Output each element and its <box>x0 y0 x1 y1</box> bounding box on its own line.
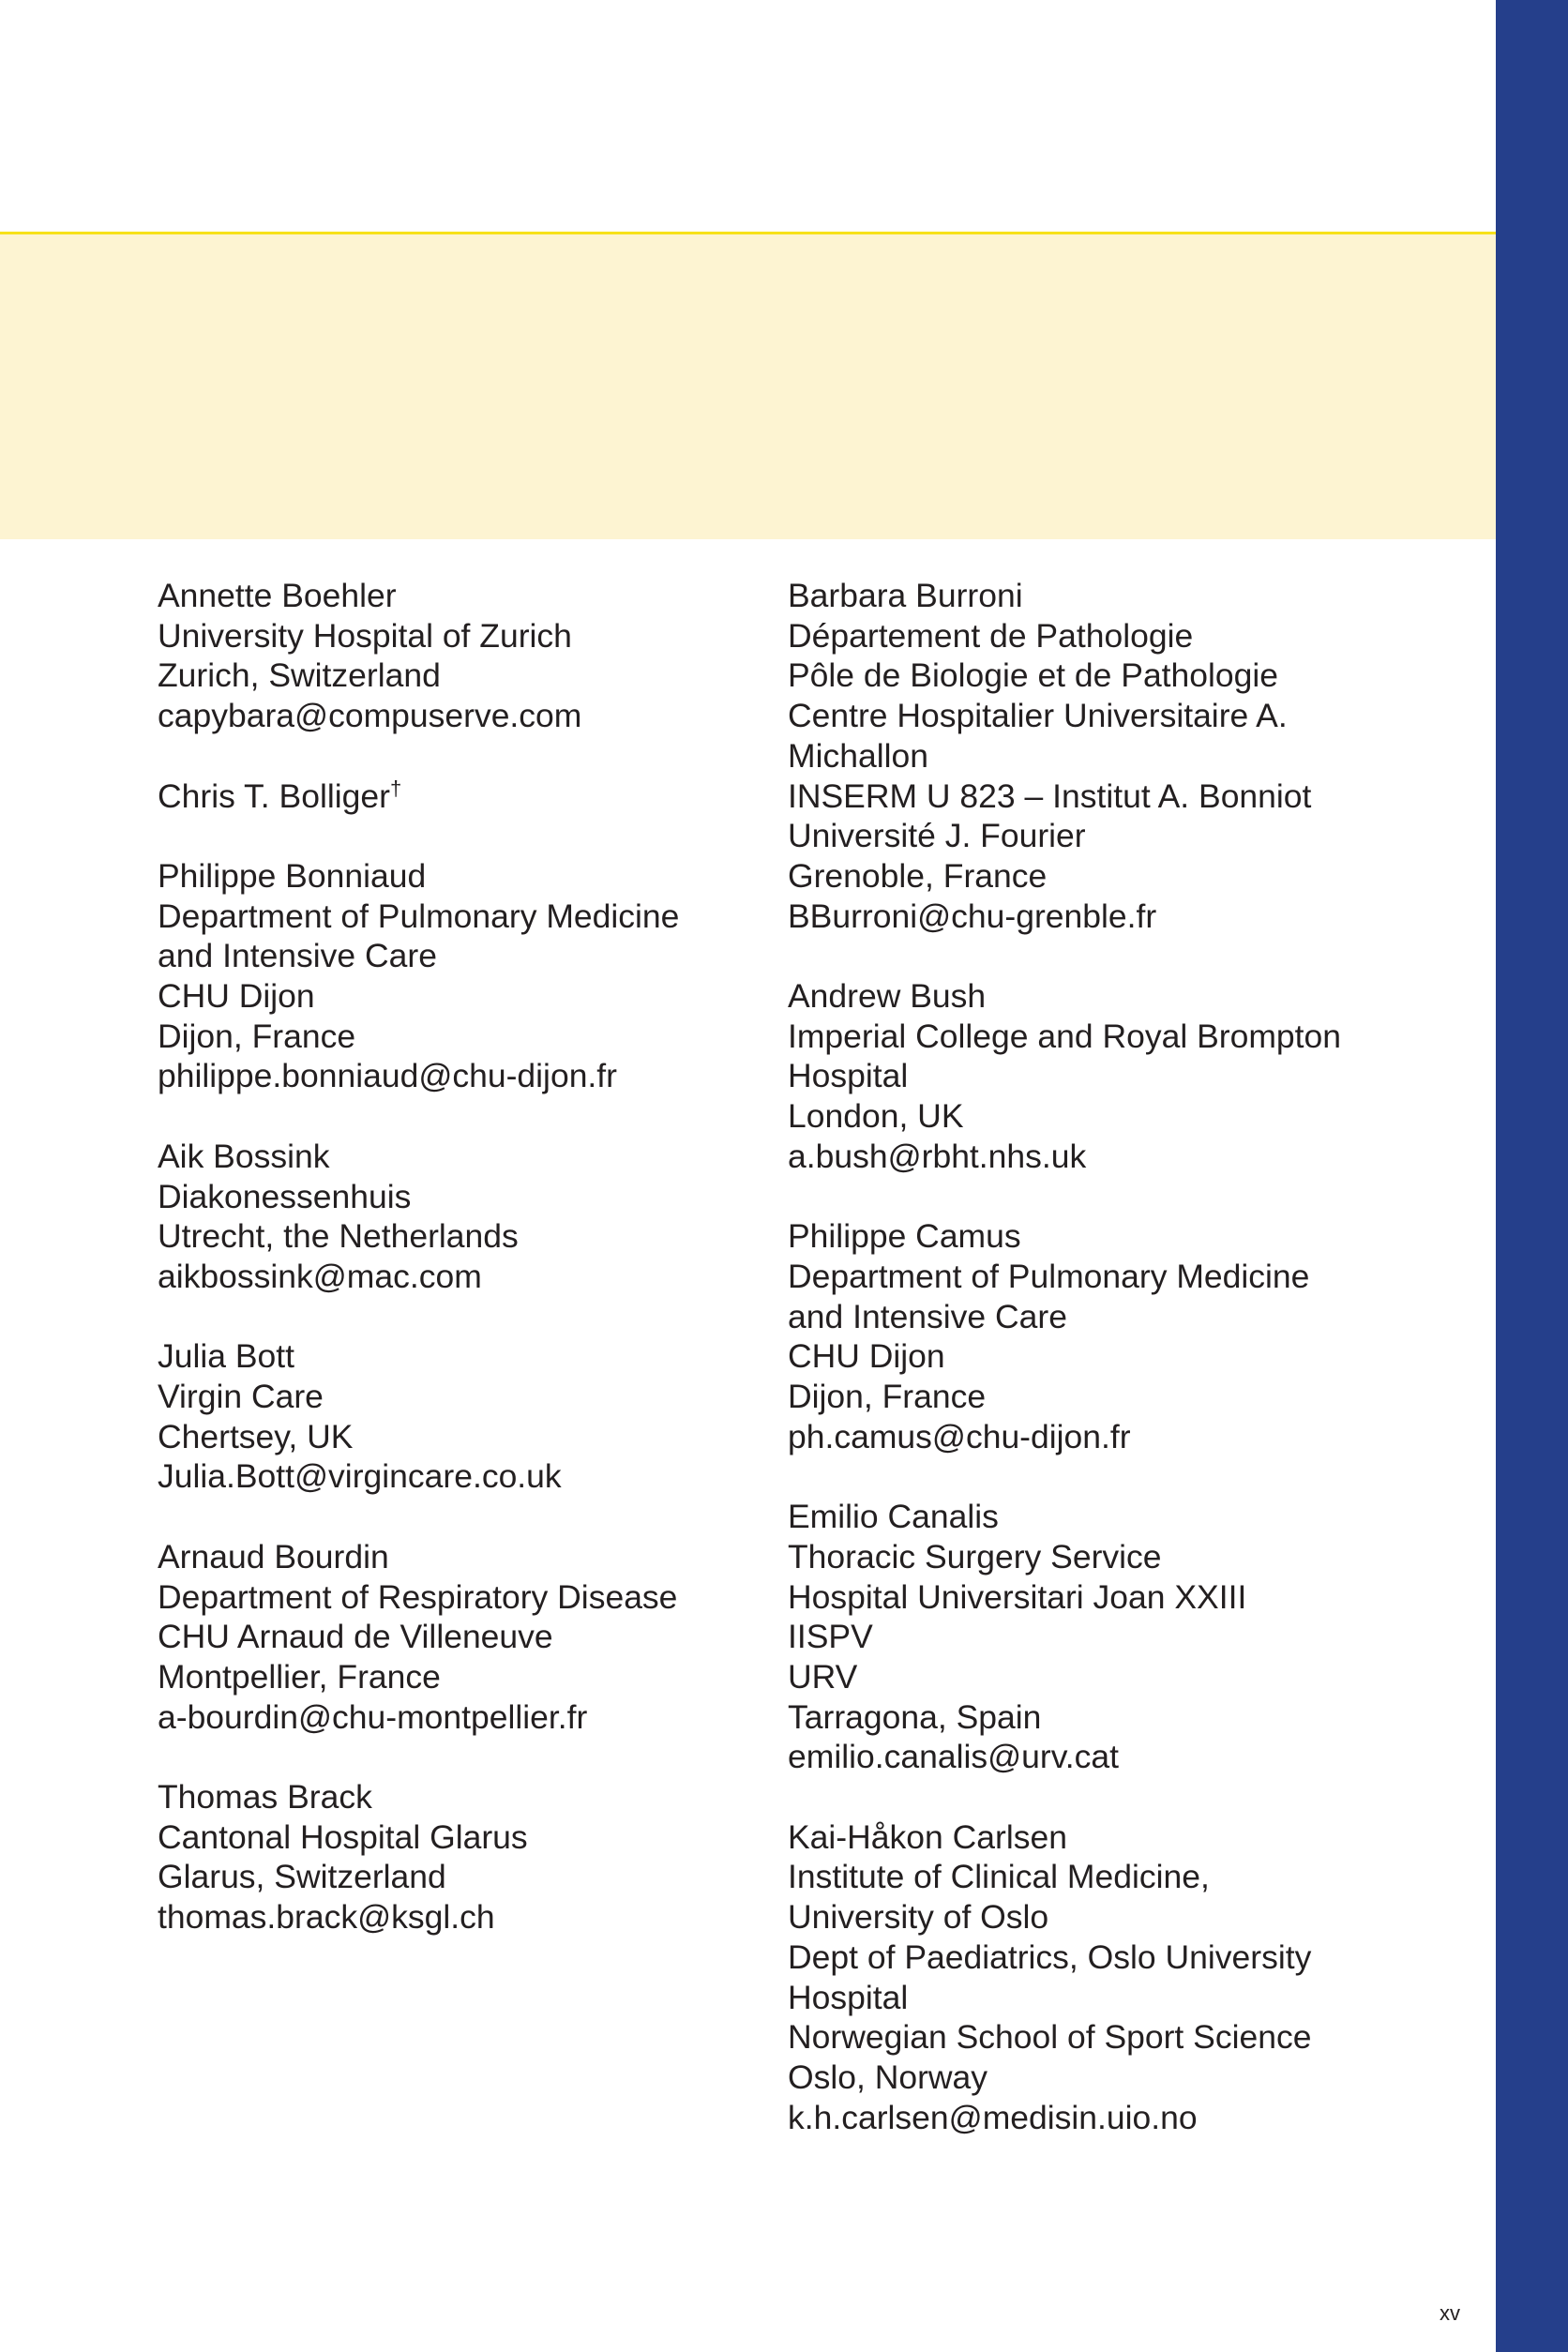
contributor-name-text: Julia Bott <box>158 1337 295 1376</box>
contributor-affiliation-line: Hospital <box>788 1978 909 2016</box>
contributor-affiliation-line: CHU Arnaud de Villeneuve <box>158 1618 553 1656</box>
contributor-affiliation-line: Department of Pulmonary Medicine <box>788 1257 1310 1295</box>
contributor-name <box>788 1817 1463 1858</box>
contributor-name <box>158 856 758 897</box>
contributor-affiliation-line: University Hospital of Zurich <box>158 616 572 655</box>
contributor-name-text: Annette Boehler <box>158 577 397 614</box>
contributor-affiliation-line: Université J. Fourier <box>788 817 1086 855</box>
contributor-email: emilio.canalis@urv.cat <box>788 1738 1120 1776</box>
contributor-affiliation-line: CHU Dijon <box>788 1337 945 1376</box>
contributor-affiliation-line: University of Oslo <box>788 1898 1049 1937</box>
contributor-affiliation-line: and Intensive Care <box>158 937 437 975</box>
contributor-affiliation-line: Zurich, Switzerland <box>158 656 441 695</box>
contributor-entry <box>158 1137 758 1297</box>
contributor-affiliation-line: Imperial College and Royal Brompton <box>788 1017 1341 1055</box>
contributor-name-text: Chris T. Bolliger <box>158 776 390 815</box>
contributor-email: a-bourdin@chu-montpellier.fr <box>158 1697 588 1736</box>
contributor-affiliation-line: Montpellier, France <box>158 1657 441 1696</box>
contributor-affiliation-line: INSERM U 823 – Institut A. Bonniot <box>788 776 1312 815</box>
contributors-left-column <box>158 576 758 1978</box>
contributor-email: capybara@compuserve.com <box>158 697 582 735</box>
contributor-email: k.h.carlsen@medisin.uio.no <box>788 2098 1198 2136</box>
header-band <box>0 232 1496 539</box>
contributor-name <box>788 1497 1463 1537</box>
contributor-affiliation-line: Thoracic Surgery Service <box>788 1537 1162 1576</box>
contributor-email: BBurroni@chu-grenble.fr <box>788 897 1157 935</box>
contributor-affiliation-line: Hospital Universitari Joan XXIII <box>788 1577 1247 1616</box>
contributor-affiliation-line: Michallon <box>788 736 928 775</box>
contributor-affiliation-line: Centre Hospitalier Universitaire A. <box>788 697 1288 735</box>
contributor-name-text: Arnaud Bourdin <box>158 1537 389 1576</box>
contributor-affiliation-line: Hospital <box>788 1057 909 1095</box>
deceased-mark: † <box>389 776 402 800</box>
contributor-name <box>788 576 1463 616</box>
contributor-affiliation-line: Utrecht, the Netherlands <box>158 1217 519 1256</box>
contributor-affiliation-line: Grenoble, France <box>788 856 1048 895</box>
contributor-email: aikbossink@mac.com <box>158 1257 482 1295</box>
contributor-entry <box>788 1497 1463 1777</box>
contributor-affiliation-line: Dijon, France <box>158 1017 356 1055</box>
contributor-name-text: Emilio Canalis <box>788 1498 999 1536</box>
contributor-name <box>788 1216 1463 1257</box>
contributor-entry <box>158 1336 758 1497</box>
contributor-entry <box>788 1817 1463 2138</box>
contributor-affiliation-line: Institute of Clinical Medicine, <box>788 1858 1210 1896</box>
contributor-name <box>788 976 1463 1017</box>
contributor-name-text: Barbara Burroni <box>788 577 1023 614</box>
contributor-entry <box>158 1537 758 1738</box>
contributor-name-text: Kai-Håkon Carlsen <box>788 1817 1067 1856</box>
contributor-affiliation-line: Département de Pathologie <box>788 616 1194 655</box>
side-color-bar <box>1496 0 1568 2352</box>
contributor-affiliation-line: and Intensive Care <box>788 1297 1067 1335</box>
contributor-name <box>158 1777 758 1817</box>
contributor-affiliation-line: Norwegian School of Sport Science <box>788 2018 1312 2057</box>
contributor-affiliation-line: Dijon, France <box>788 1378 987 1416</box>
contributors-right-column <box>788 576 1463 2178</box>
contributor-affiliation-line: Chertsey, UK <box>158 1417 354 1455</box>
contributor-email: philippe.bonniaud@chu-dijon.fr <box>158 1057 617 1095</box>
contributor-name-text: Aik Bossink <box>158 1137 330 1175</box>
contributor-affiliation-line: Dept of Paediatrics, Oslo University <box>788 1937 1312 1976</box>
contributor-entry <box>158 1777 758 1937</box>
contributor-affiliation-line: Cantonal Hospital Glarus <box>158 1817 528 1856</box>
contributor-affiliation-line: Glarus, Switzerland <box>158 1858 446 1896</box>
contributor-affiliation-line: Diakonessenhuis <box>158 1177 412 1215</box>
contributor-name-text: Philippe Bonniaud <box>158 856 427 895</box>
contributor-name <box>158 1336 758 1377</box>
contributor-email: ph.camus@chu-dijon.fr <box>788 1417 1131 1455</box>
contributor-entry <box>158 576 758 736</box>
contributor-affiliation-line: Oslo, Norway <box>788 2058 988 2096</box>
contributor-affiliation-line: Pôle de Biologie et de Pathologie <box>788 656 1279 695</box>
contributor-affiliation-line: London, UK <box>788 1097 964 1136</box>
contributor-affiliation-line: URV <box>788 1657 858 1696</box>
contributor-affiliation-line: Tarragona, Spain <box>788 1697 1042 1736</box>
contributor-entry <box>788 976 1463 1177</box>
contributor-name-text: Thomas Brack <box>158 1778 372 1816</box>
page-number: xv <box>1440 2301 1460 2325</box>
contributor-affiliation-line: Virgin Care <box>158 1378 324 1415</box>
contributor-affiliation-line: CHU Dijon <box>158 977 315 1015</box>
contributor-affiliation-line: Department of Respiratory Disease <box>158 1577 678 1616</box>
contributor-affiliation-line: IISPV <box>788 1618 873 1656</box>
contributor-entry <box>788 576 1463 936</box>
contributor-email: a.bush@rbht.nhs.uk <box>788 1137 1087 1175</box>
contributor-email: Julia.Bott@virgincare.co.uk <box>158 1457 562 1496</box>
contributor-name <box>158 1137 758 1177</box>
contributor-entry <box>788 1216 1463 1456</box>
contributor-email: thomas.brack@ksgl.ch <box>158 1898 495 1937</box>
contributor-entry <box>158 856 758 1096</box>
contributor-name <box>158 576 758 616</box>
contributor-affiliation-line: Department of Pulmonary Medicine <box>158 897 680 935</box>
contributor-entry <box>158 776 758 817</box>
contributor-name-text: Andrew Bush <box>788 977 987 1016</box>
contributor-name <box>158 776 758 817</box>
contributor-name-text: Philippe Camus <box>788 1217 1021 1256</box>
contributor-name <box>158 1537 758 1577</box>
